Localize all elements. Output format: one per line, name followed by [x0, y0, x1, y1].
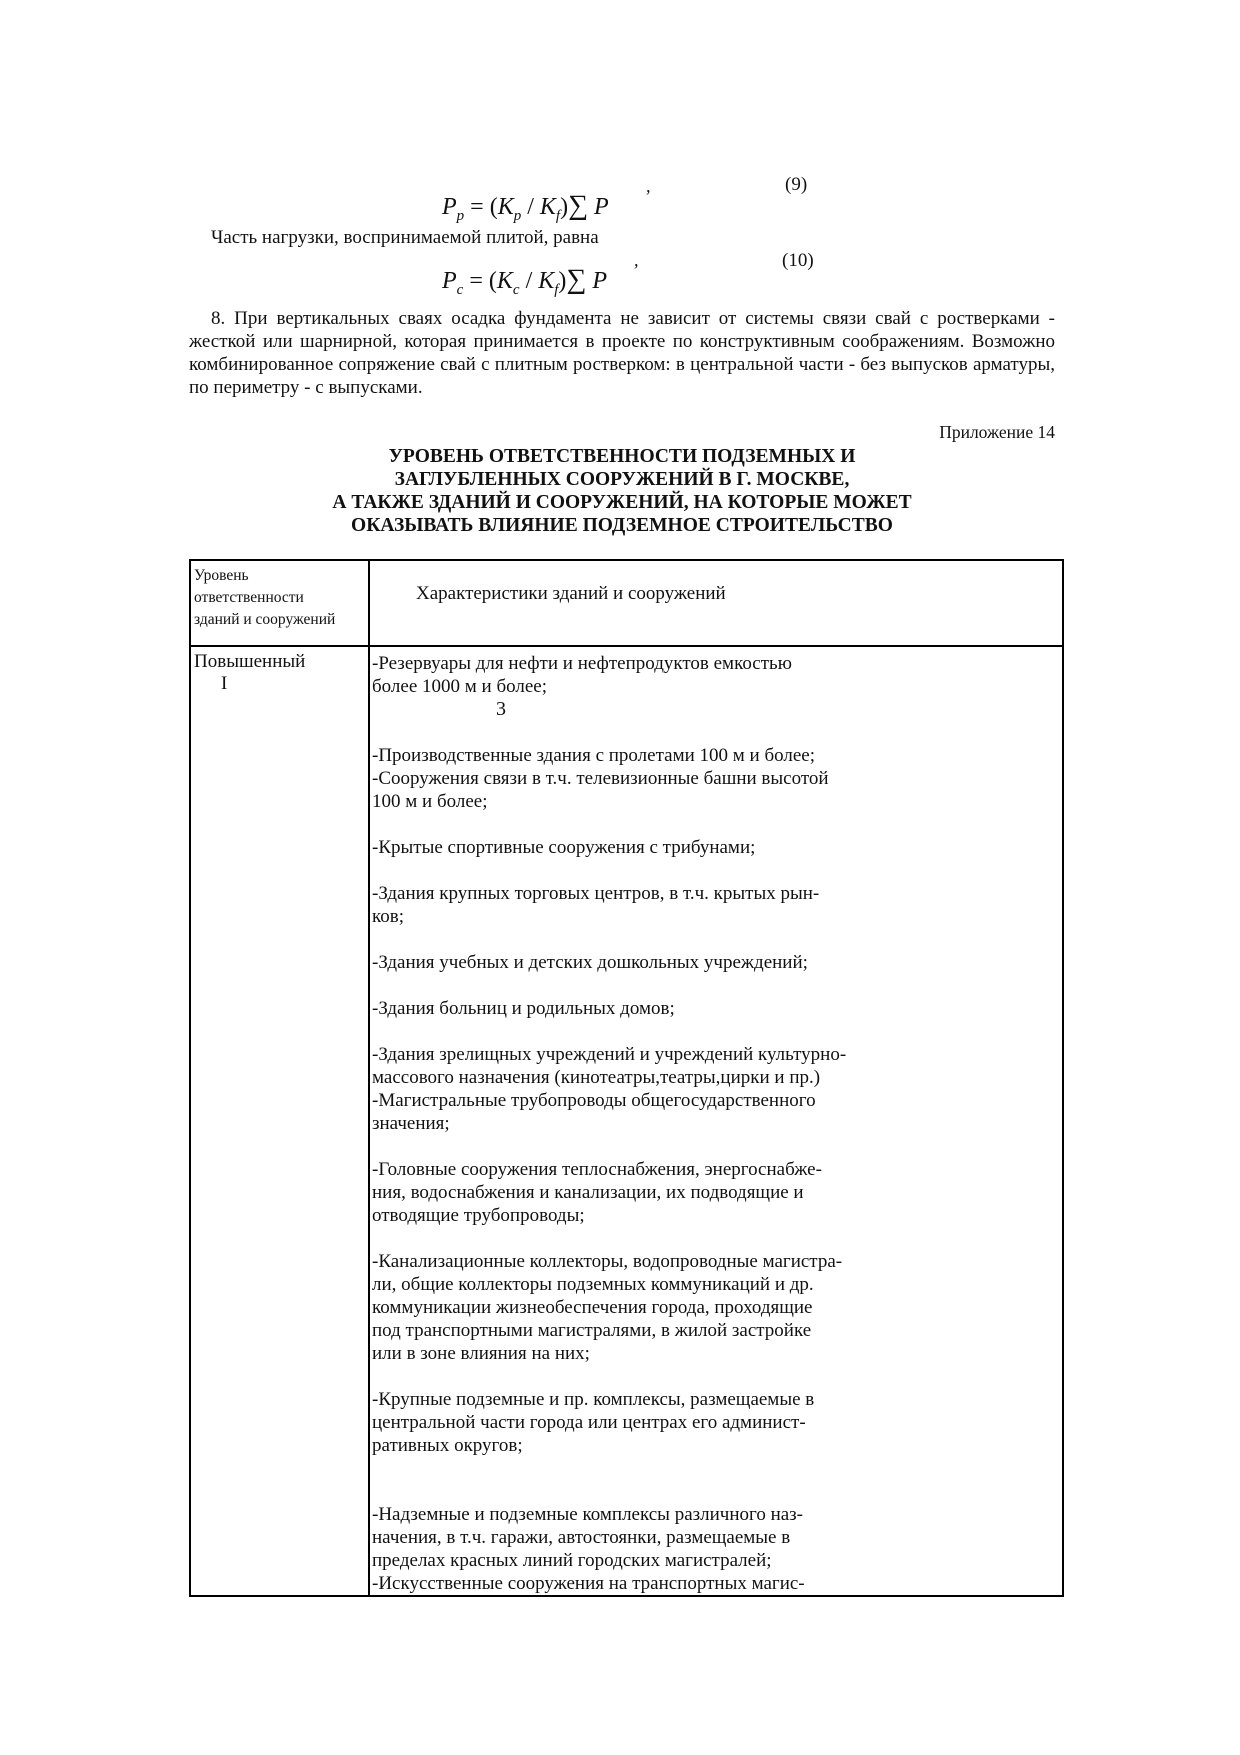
list-item: -Здания зрелищных учреждений и учреждений культурно- массового назначения (кинотеатры,театры,цирки и пр.) [372, 1044, 847, 1088]
level-name: Повышенный [194, 651, 306, 672]
equation-number-9: (9) [785, 174, 808, 195]
paragraph-8: 8. При вертикальных сваях осадка фундамента не зависит от системы связи свай с ростверками - жесткой или шарнирной, которая принимается в проекте по конструктивным соображениям. Возможно комбинированное сопряжение свай с плитным ростверком: в центральной части - без выпусков арматуры, по периметру - с выпусками. [189, 308, 1055, 398]
list-item: -Здания больниц и родильных домов; [372, 998, 675, 1019]
table-row [190, 646, 1063, 1596]
appendix-title [189, 445, 1055, 537]
title-line: А ТАКЖЕ ЗДАНИЙ И СООРУЖЕНИЙ, НА КОТОРЫЕ МОЖЕТ [332, 492, 912, 513]
responsibility-table [189, 559, 1064, 1597]
characteristics-cell [369, 646, 1063, 1596]
formula-10: $P_c = (K_c / K_f)\sum$ P [442, 264, 608, 298]
appendix-label: Приложение 14 [939, 422, 1055, 442]
cubic-exponent: 3 [496, 698, 506, 720]
list-item: -Искусственные сооружения на транспортных магис- [372, 1573, 805, 1594]
title-line: ЗАГЛУБЛЕННЫХ СООРУЖЕНИЙ В Г. МОСКВЕ, [394, 469, 850, 490]
list-item: -Производственные здания с пролетами 100 м и более; [372, 745, 815, 766]
title-line: ОКАЗЫВАТЬ ВЛИЯНИЕ ПОДЗЕМНОЕ СТРОИТЕЛЬСТВО [351, 515, 893, 536]
level-cell [190, 646, 369, 1596]
title-line: УРОВЕНЬ ОТВЕТСТВЕННОСТИ ПОДЗЕМНЫХ И [388, 446, 856, 467]
header-characteristics-cell [369, 560, 1063, 646]
formula-9: $P_p = (K_p / K_f)\sum$ P [442, 190, 609, 224]
list-item: -Крупные подземные и пр. комплексы, размещаемые в центральной части города или центрах его админист- ративных округов; [372, 1389, 815, 1456]
list-item: -Здания крупных торговых центров, в т.ч. крытых рын- ков; [372, 883, 820, 927]
formula-9-prime: , [646, 176, 651, 196]
list-item: -Здания учебных и детских дошкольных учреждений; [372, 952, 808, 973]
header-level-label: Уровень ответственности зданий и сооружений [194, 567, 336, 628]
list-item: -Сооружения связи в т.ч. телевизионные башни высотой 100 м и более; [372, 768, 829, 812]
plate-load-text: Часть нагрузки, воспринимаемой плитой, равна [211, 227, 599, 248]
list-item: -Магистральные трубопроводы общегосударственного значения; [372, 1090, 816, 1134]
formula-10-prime: , [634, 250, 639, 270]
header-level-cell [190, 560, 369, 646]
level-roman: I [221, 673, 228, 694]
list-item: -Головные сооружения теплоснабжения, энергоснабже- ния, водоснабжения и канализации, их подводящие и отводящие трубопроводы; [372, 1159, 822, 1226]
list-item: -Надземные и подземные комплексы различного наз- начения, в т.ч. гаражи, автостоянки, размещаемые в пределах красных линий городских магистралей; [372, 1504, 804, 1571]
header-characteristics-label: Характеристики зданий и сооружений [416, 583, 726, 604]
list-item: -Резервуары для нефти и нефтепродуктов емкостью более 1000 м и более; [372, 653, 792, 697]
list-item: -Канализационные коллекторы, водопроводные магистра- ли, общие коллекторы подземных коммуникаций и др. коммуникации жизнеобеспечения города, проходящие под транспортными магистралями, в жилой застройке или в зоне влияния на них; [372, 1251, 843, 1364]
list-item: -Крытые спортивные сооружения с трибунами; [372, 837, 756, 858]
table-header-row [190, 560, 1063, 646]
equation-number-10: (10) [782, 250, 814, 271]
